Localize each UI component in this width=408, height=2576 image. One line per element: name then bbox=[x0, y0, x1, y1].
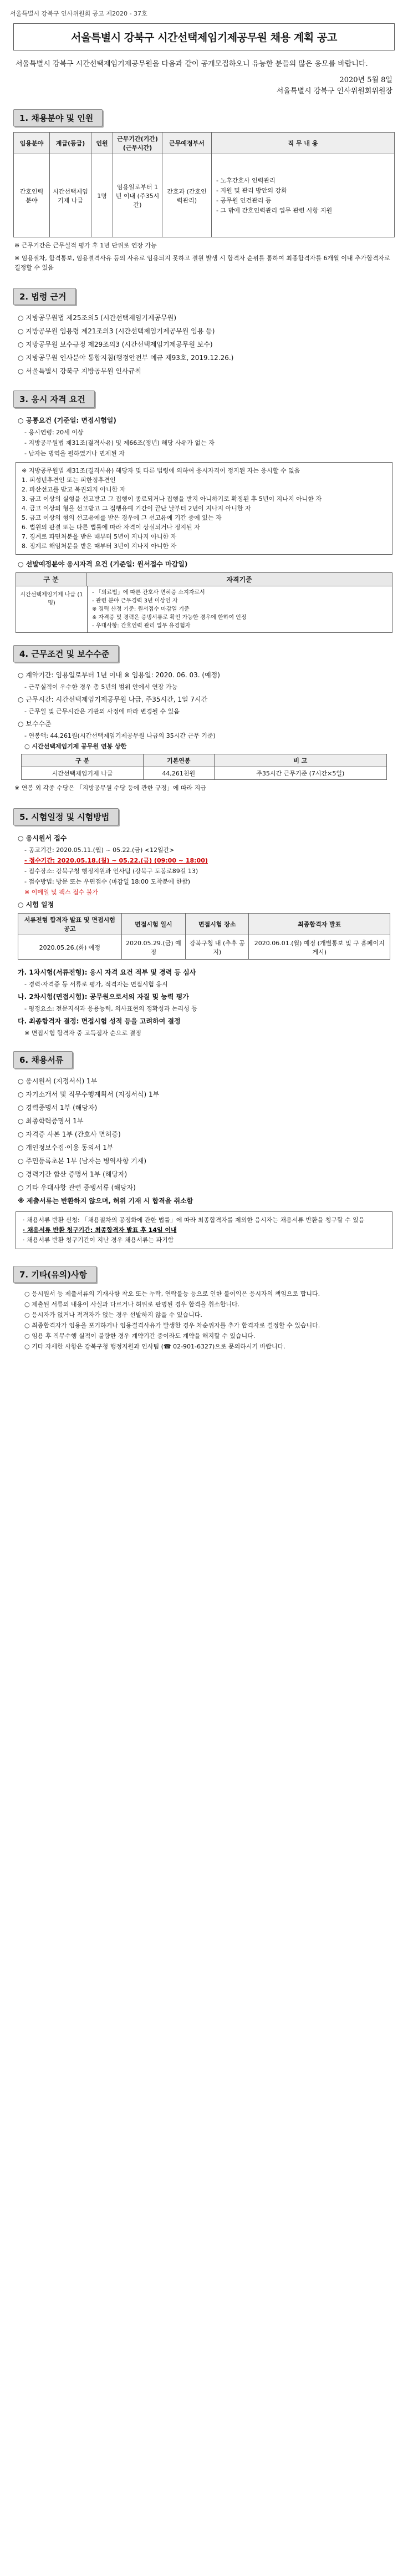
schedule-item: ※ 이메일 및 팩스 접수 불가 bbox=[24, 889, 98, 896]
list-item: ※ 지방공무원법 제31조(결격사유) 해당자 및 다른 법령에 의하여 응시자격이 정지된 자는 응시할 수 없음 bbox=[22, 467, 300, 474]
col-header: 구 분 bbox=[22, 754, 144, 767]
detail-text bbox=[88, 586, 392, 632]
col-header: 자격기준 bbox=[226, 576, 252, 584]
document-item: ○ 응시원서 (지정서식) 1부 bbox=[18, 1077, 98, 1085]
requirement-item: - 응시연령: 20세 이상 bbox=[24, 429, 84, 436]
section-5-heading: 5. 시험일정 및 시험방법 bbox=[13, 808, 119, 825]
list-item: - 우대사항: 간호인력 관리 업무 유경험자 bbox=[92, 623, 191, 629]
requirement-item: - 지방공무원법 제31조(결격사유) 및 제66조(정년) 해당 사유가 없는 자 bbox=[24, 439, 215, 447]
list-item: - 공무원 인건관리 등 bbox=[216, 196, 272, 204]
exam-step: ※ 면접시험 합격자 중 고득점자 순으로 결정 bbox=[24, 1030, 141, 1037]
law-item: ○ 서울특별시 강북구 지방공무원 인사규칙 bbox=[18, 367, 141, 375]
requirement-item: - 남자는 병역을 필하였거나 면제된 자 bbox=[24, 450, 125, 457]
exam-step: 가. 1차시험(서류전형): 응시 자격 요건 적부 및 경력 등 심사 bbox=[18, 968, 196, 976]
col-header: 임용분야 bbox=[14, 133, 50, 154]
duty-text: 공무원 인건관리 등 bbox=[220, 196, 272, 204]
col-header: 서류전형 합격자 발표 및 면접시험 공고 bbox=[18, 914, 122, 935]
caution-item: ○ 응시자가 없거나 적격자가 없는 경우 선발하지 않을 수 있습니다. bbox=[24, 1311, 202, 1319]
doc-number-line: 서울특별시 강북구 인사위원회 공고 제2020 - 37호 bbox=[10, 10, 147, 17]
exam-cell: 강북구청 내 (추후 공지) bbox=[186, 935, 249, 960]
exam-step: 다. 최종합격자 결정: 면접시험 성적 등을 고려하여 결정 bbox=[18, 1017, 181, 1025]
list-item: ※ 자격증 및 경력은 증빙서류로 확인 가능한 경우에 한하여 인정 bbox=[92, 615, 247, 621]
duty-text: 그 밖에 간호인력관리 업무 관련 사항 지원 bbox=[220, 206, 333, 214]
condition-item: - 근무일 및 근무시간은 기관의 사정에 따라 변경될 수 있음 bbox=[24, 708, 180, 715]
cell-dept: 간호과 (간호인력관리) bbox=[162, 154, 212, 237]
detail-requirements-title: ○ 선발예정분야 응시자격 요건 (기준일: 원서접수 마감일) bbox=[18, 560, 188, 568]
issuer: 서울특별시 강북구 인사위원회위원장 bbox=[276, 87, 392, 95]
page-title: 서울특별시 강북구 시간선택제임기제공무원 채용 계획 공고 bbox=[71, 32, 337, 44]
schedule-item: - 접수기간: 2020.05.18.(월) ~ 05.22.(금) (09:00 ~ 18:00) bbox=[24, 857, 208, 864]
section-6-heading: 6. 채용서류 bbox=[13, 1051, 73, 1068]
condition-item: - 연봉액: 44,261원(시간선택제임기제공무원 나급의 35시간 근무 기준) bbox=[24, 732, 216, 739]
recruit-table bbox=[13, 132, 395, 237]
col-header: 기본연봉 bbox=[144, 754, 214, 767]
law-item: ○ 지방공무원 임용령 제21조의3 (시간선택제임기제공무원 임용 등) bbox=[18, 327, 215, 335]
notice-line: · 채용서류 반환 청구기간이 지난 경우 채용서류는 파기함 bbox=[23, 1236, 174, 1244]
list-item: 2. 파산선고를 받고 복권되지 아니한 자 bbox=[22, 486, 126, 493]
detail-table-header bbox=[16, 572, 392, 586]
col-header: 면접시험 일시 bbox=[121, 914, 185, 935]
pay-cell: 시간선택제임기제 나급 bbox=[22, 767, 144, 780]
exam-step: - 경력·자격증 등 서류로 평가, 적격자는 면접시험 응시 bbox=[24, 981, 168, 988]
cell-period: 임용일로부터 1년 이내 (주35시간) bbox=[113, 154, 162, 237]
caution-item: ○ 기타 자세한 사항은 강북구청 행정지원과 인사팀 (☎ 02-901-6327)으로 문의하시기 바랍니다. bbox=[24, 1343, 285, 1350]
recruit-table-wrap bbox=[13, 132, 395, 237]
condition-item: ○ 근무시간: 시간선택제임기제공무원 나급, 주35시간, 1일 7시간 bbox=[18, 696, 208, 703]
duties-list bbox=[214, 176, 392, 215]
law-item: ○ 지방공무원 보수규정 제29조의3 (시간선택제임기제공무원 보수) bbox=[18, 341, 213, 348]
section-4-heading: 4. 근무조건 및 보수수준 bbox=[13, 645, 119, 662]
col-header: 구 분 bbox=[16, 573, 86, 586]
col-header: 근무기간(기간)(근무시간) bbox=[113, 133, 162, 154]
list-item: - 그 밖에 간호인력관리 업무 관련 사항 지원 bbox=[216, 206, 333, 214]
section-7-heading: 7. 기타(유의)사항 bbox=[13, 1266, 96, 1283]
return-notice-box bbox=[16, 1211, 392, 1249]
col-header: 면접시험 장소 bbox=[186, 914, 249, 935]
schedule-item: - 접수방법: 방문 또는 우편접수 (마감일 18:00 도착분에 한함) bbox=[24, 878, 191, 885]
cell-count: 1명 bbox=[91, 154, 113, 237]
exam-table-title: ○ 시험 일정 bbox=[18, 901, 54, 909]
section-2-heading: 2. 법령 근거 bbox=[13, 288, 76, 305]
schedule-title: ○ 응시원서 접수 bbox=[18, 834, 67, 842]
duty-text: 지원 및 관리 방안의 강화 bbox=[220, 186, 287, 194]
list-item: 7. 징계로 파면처분을 받은 때부터 5년이 지나지 아니한 자 bbox=[22, 533, 177, 540]
pay-table-wrap bbox=[21, 754, 387, 780]
intro-text: 서울특별시 강북구 시간선택제임기제공무원을 다음과 같이 공개모집하오니 유능한 분들의 많은 응모를 바랍니다. bbox=[16, 60, 368, 68]
list-item: 4. 금고 이상의 형을 선고받고 그 집행유예 기간이 끝난 날부터 2년이 지나지 아니한 자 bbox=[22, 505, 251, 512]
title-box bbox=[13, 23, 395, 50]
list-item: 8. 징계로 해임처분을 받은 때부터 3년이 지나지 아니한 자 bbox=[22, 542, 177, 550]
col-header: 직 무 내 용 bbox=[212, 133, 395, 154]
list-item: - 노후간호사 인력관리 bbox=[216, 176, 276, 184]
section-1-note: ※ 임용절차, 합격통보, 임용결격사유 등의 사유로 임용되지 못하고 결원 발생 시 합격자 순위를 통하여 최종합격자를 6개월 이내 추가합격자로 결정할 수 있음 bbox=[14, 255, 390, 271]
document-item: ※ 제출서류는 반환하지 않으며, 허위 기재 시 합격을 취소함 bbox=[18, 1197, 193, 1205]
document-item: ○ 주민등록초본 1부 (남자는 병역사항 기재) bbox=[18, 1157, 147, 1165]
cell-field: 간호인력 분야 bbox=[14, 154, 50, 237]
col-header: 비 고 bbox=[214, 754, 386, 767]
condition-item: ○ 계약기간: 임용일로부터 1년 이내 ※ 임용일: 2020. 06. 03. (예정) bbox=[18, 671, 220, 679]
list-item: 5. 금고 이상의 형의 선고유예를 받은 경우에 그 선고유예 기간 중에 있는 자 bbox=[22, 514, 222, 521]
notice-line: · 채용서류 반환 청구기간: 최종합격자 발표 후 14일 이내 bbox=[23, 1226, 177, 1234]
pay-table bbox=[21, 754, 387, 780]
announce-date: 2020년 5월 8일 bbox=[339, 76, 392, 84]
table-row bbox=[18, 935, 390, 960]
disqualification-box bbox=[16, 462, 392, 555]
list-item: - 지원 및 관리 방안의 강화 bbox=[216, 186, 287, 194]
section-1-heading: 1. 채용분야 및 인원 bbox=[13, 109, 103, 126]
duty-text: 노후간호사 인력관리 bbox=[220, 176, 276, 184]
exam-table-wrap bbox=[18, 913, 390, 960]
list-item: 6. 법원의 판결 또는 다른 법률에 따라 자격이 상실되거나 정지된 자 bbox=[22, 524, 200, 531]
caution-item: ○ 임용 후 직무수행 실적이 불량한 경우 계약기간 중이라도 계약을 해지할 수 있습니다. bbox=[24, 1332, 256, 1340]
law-item: ○ 지방공무원법 제25조의5 (시간선택제임기제공무원) bbox=[18, 314, 177, 322]
condition-item: ○ 보수수준 bbox=[18, 720, 52, 728]
exam-cell: 2020.06.01.(월) 예정 (개별통보 및 구 홈페이지 게시) bbox=[249, 935, 390, 960]
document-item: ○ 기타 우대사항 관련 증빙서류 (해당자) bbox=[18, 1184, 136, 1191]
col-header: 계급(등급) bbox=[50, 133, 91, 154]
schedule-item: - 공고기간: 2020.05.11.(월) ~ 05.22.(금) <12일간> bbox=[24, 846, 175, 854]
section-3-heading: 3. 응시 자격 요건 bbox=[13, 391, 95, 408]
caution-item: ○ 제출된 서류의 내용이 사실과 다르거나 허위로 판명된 경우 합격을 취소합니다. bbox=[24, 1301, 240, 1308]
list-item: - 「의료법」에 따른 간호사 면허증 소지자로서 bbox=[92, 590, 205, 596]
table-row bbox=[14, 154, 395, 237]
exam-step: - 평정요소: 전문지식과 응용능력, 의사표현의 정확성과 논리성 등 bbox=[24, 1005, 197, 1012]
exam-cell: 2020.05.29.(금) 예정 bbox=[121, 935, 185, 960]
exam-schedule-table bbox=[18, 913, 390, 960]
schedule-item: - 접수장소: 강북구청 행정지원과 인사팀 (강북구 도봉로89길 13) bbox=[24, 868, 198, 875]
table-header-row bbox=[18, 914, 390, 935]
pay-cell: 주35시간 근무기준 (7시간×5일) bbox=[214, 767, 386, 780]
col-header: 근무예정부서 bbox=[162, 133, 212, 154]
document-item: ○ 자기소개서 및 직무수행계획서 (지정서식) 1부 bbox=[18, 1091, 160, 1098]
detail-label: 시간선택제임기제 나급 (1명) bbox=[16, 586, 88, 632]
law-item: ○ 지방공무원 인사분야 통합지침(행정안전부 예규 제93호, 2019.12.26.) bbox=[18, 354, 234, 362]
document-item: ○ 자격증 사본 1부 (간호사 면허증) bbox=[18, 1130, 121, 1138]
col-header: 인원 bbox=[91, 133, 113, 154]
document-item: ○ 경력증명서 1부 (해당자) bbox=[18, 1104, 98, 1112]
section-1-note: ※ 근무기간은 근무실적 평가 후 1년 단위로 연장 가능 bbox=[14, 242, 157, 249]
table-row bbox=[16, 586, 392, 633]
list-item: 3. 금고 이상의 실형을 선고받고 그 집행이 종료되거나 집행을 받지 아니하기로 확정된 후 5년이 지나지 아니한 자 bbox=[22, 495, 322, 503]
notice-line: · 채용서류 반환 신청: 「채용절차의 공정화에 관한 법률」에 따라 최종합격자를 제외한 응시자는 채용서류 반환을 청구할 수 있음 bbox=[23, 1216, 365, 1224]
list-item: 1. 피성년후견인 또는 피한정후견인 bbox=[22, 476, 116, 484]
table-row bbox=[22, 767, 387, 780]
condition-item: - 근무실적이 우수한 경우 총 5년의 범위 안에서 연장 가능 bbox=[24, 683, 178, 691]
document-item: ○ 최종학력증명서 1부 bbox=[18, 1117, 84, 1125]
table-header-row bbox=[22, 754, 387, 767]
pay-caption: ○ 시간선택제임기제 공무원 연봉 상한 bbox=[24, 743, 127, 750]
list-item: ※ 경력 산정 기준: 원서접수 마감일 기준 bbox=[92, 606, 190, 612]
pay-cell: 44,261천원 bbox=[144, 767, 214, 780]
common-requirements-title: ○ 공통요건 (기준일: 면접시험일) bbox=[18, 417, 116, 424]
list-item: - 관련 분야 근무경력 3년 이상인 자 bbox=[92, 598, 178, 604]
table-header-row bbox=[14, 133, 395, 154]
col-header: 최종합격자 발표 bbox=[249, 914, 390, 935]
document-item: ○ 개인정보수집·이용 동의서 1부 bbox=[18, 1144, 114, 1152]
cell-duties bbox=[212, 154, 395, 237]
exam-step: 나. 2차시험(면접시험): 공무원으로서의 자질 및 능력 평가 bbox=[18, 993, 189, 1001]
caution-item: ○ 응시원서 등 제출서류의 기재사항 착오 또는 누락, 연락불능 등으로 인한 불이익은 응시자의 책임으로 합니다. bbox=[24, 1290, 320, 1297]
pay-note: ※ 연봉 외 각종 수당은 「지방공무원 수당 등에 관한 규정」에 따라 지급 bbox=[14, 784, 206, 792]
caution-item: ○ 최종합격자가 임용을 포기하거나 임용결격사유가 발생한 경우 차순위자를 추가 합격자로 결정할 수 있습니다. bbox=[24, 1322, 320, 1329]
document-item: ○ 경력기간 합산 증명서 1부 (해당자) bbox=[18, 1170, 128, 1178]
exam-cell: 2020.05.26.(화) 예정 bbox=[18, 935, 122, 960]
cell-grade: 시간선택제임기제 나급 bbox=[50, 154, 91, 237]
